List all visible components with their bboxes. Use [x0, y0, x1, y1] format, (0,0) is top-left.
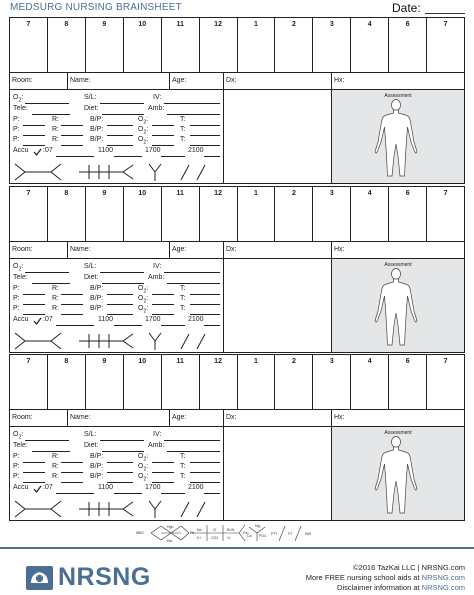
resp-field[interactable] — [61, 314, 83, 315]
o2sat-field[interactable] — [152, 482, 174, 483]
temp-field[interactable] — [190, 314, 220, 315]
bp-field[interactable] — [107, 145, 133, 146]
diet-field[interactable] — [102, 114, 144, 115]
amb-label: Amb: — [148, 442, 165, 449]
bp-field[interactable] — [107, 472, 133, 473]
resp-field[interactable] — [61, 462, 83, 463]
nurse-cap-icon — [26, 566, 53, 590]
mg-label: Mg — [255, 524, 260, 528]
copyright-text: ©2016 TazKai LLC | NRSNG.com — [353, 563, 465, 572]
temp-label: T: — [180, 136, 186, 143]
resp-field[interactable] — [61, 304, 83, 305]
accu-0700-field[interactable] — [56, 156, 94, 157]
diet-label: Diet: — [84, 442, 99, 449]
accu-0700-field[interactable] — [56, 493, 94, 494]
resp-label: R: — [52, 295, 59, 302]
iv-label: IV: — [153, 263, 162, 270]
resp-field[interactable] — [61, 472, 83, 473]
hour-slot[interactable]: 12 — [200, 355, 238, 409]
na-label: Na — [197, 528, 202, 532]
assessment-label: Assessment — [384, 93, 412, 99]
hx-field[interactable]: Hx: — [334, 246, 345, 253]
accu-label: Accu — [13, 484, 29, 491]
patient-info-row — [10, 410, 464, 427]
o2sat-label: $O_2$: — [138, 453, 149, 463]
bp-label: B/P: — [90, 463, 104, 470]
o2-label: $O_2$: — [13, 263, 24, 273]
resp-label: R: — [52, 473, 59, 480]
assessment-panel — [332, 427, 464, 520]
bp-label: B/P: — [90, 126, 104, 133]
bp-field[interactable] — [107, 294, 133, 295]
date-label: Date: — [392, 1, 421, 15]
temp-field[interactable] — [190, 472, 220, 473]
o2sat-field[interactable] — [152, 145, 174, 146]
accu-0700-label: :07 — [43, 147, 53, 154]
sl-label: S/L: — [84, 94, 97, 101]
amb-label: Amb: — [148, 105, 165, 112]
hx-field[interactable]: Hx: — [334, 77, 345, 84]
dx-field[interactable]: Dx: — [224, 410, 332, 426]
resp-label: R: — [52, 453, 59, 460]
temp-label: T: — [180, 473, 186, 480]
pulse-field[interactable] — [23, 304, 45, 305]
accu-1700-field[interactable] — [161, 493, 185, 494]
pulse-label: P: — [13, 305, 20, 312]
patient-info-row — [10, 242, 464, 259]
hourly-timeline — [10, 187, 464, 242]
accu-1700-label: 1700 — [145, 316, 161, 323]
name-field[interactable]: Name: — [68, 410, 170, 426]
amb-field[interactable] — [167, 114, 220, 115]
o2sat-label: $O_2$: — [138, 285, 149, 295]
bp-label: B/P: — [90, 285, 104, 292]
assessment-panel — [332, 90, 464, 183]
hour-slot[interactable]: 4 — [351, 18, 389, 72]
sl-field[interactable] — [100, 272, 144, 273]
bp-label: B/P: — [90, 305, 104, 312]
pulse-field[interactable] — [23, 145, 45, 146]
accu-1700-field[interactable] — [161, 325, 185, 326]
accu-1700-field[interactable] — [161, 156, 185, 157]
accu-2100-label: 2100 — [188, 484, 204, 491]
accu-1100-label: 1100 — [98, 484, 114, 491]
hour-slot[interactable]: 7 — [443, 358, 448, 365]
date-field[interactable] — [425, 13, 465, 14]
tele-label: Tele: — [13, 442, 28, 449]
temp-label: T: — [180, 305, 186, 312]
logo-wordmark: NRSNG — [58, 563, 151, 591]
vitals-section — [10, 259, 224, 352]
temp-label: T: — [180, 453, 186, 460]
resp-field[interactable] — [61, 294, 83, 295]
resp-field[interactable] — [61, 482, 83, 483]
sl-label: S/L: — [84, 431, 97, 438]
o2sat-field[interactable] — [152, 125, 174, 126]
name-field[interactable]: Name: — [68, 73, 170, 89]
room-field[interactable]: Room: — [10, 242, 68, 258]
accu-0700-label: :07 — [43, 484, 53, 491]
hour-slot[interactable]: 1 — [238, 18, 276, 72]
bp-field[interactable] — [107, 135, 133, 136]
o2sat-label: $O_2$: — [138, 136, 149, 146]
hour-slot[interactable]: 12 — [200, 187, 238, 241]
hour-slot[interactable]: 2 — [275, 355, 313, 409]
o2sat-label: $O_2$: — [138, 126, 149, 136]
age-field[interactable]: Age: — [170, 73, 224, 89]
assessment-label: Assessment — [384, 262, 412, 268]
pulse-label: P: — [13, 285, 20, 292]
accu-0700-label: :07 — [43, 316, 53, 323]
co2-label: CO2 — [211, 536, 219, 540]
cr-label: Cr — [227, 536, 231, 540]
accu-1700-label: 1700 — [145, 484, 161, 491]
pulse-label: P: — [13, 116, 20, 123]
accu-2100-label: 2100 — [188, 147, 204, 154]
pulse-label: P: — [13, 136, 20, 143]
checkmark-icon — [33, 485, 42, 493]
bp-label: B/P: — [90, 295, 104, 302]
bp-field[interactable] — [107, 314, 133, 315]
age-field[interactable]: Age: — [170, 242, 224, 258]
sheet-title: MEDSURG NURSING BRAINSHEET — [10, 2, 182, 13]
iv-label: IV: — [153, 94, 162, 101]
pulse-field[interactable] — [23, 294, 45, 295]
pulse-field[interactable] — [23, 125, 45, 126]
accu-2100-field[interactable] — [204, 156, 220, 157]
resp-field[interactable] — [61, 135, 83, 136]
o2sat-field[interactable] — [152, 314, 174, 315]
bp-label: B/P: — [90, 453, 104, 460]
hour-slot[interactable]: 2 — [275, 18, 313, 72]
accu-2100-field[interactable] — [204, 325, 220, 326]
iv-field[interactable] — [164, 103, 220, 104]
dx-field[interactable]: Dx: — [224, 242, 332, 258]
notes-area[interactable] — [224, 90, 332, 183]
nrsng-logo[interactable] — [26, 563, 151, 591]
resp-label: R: — [52, 136, 59, 143]
name-field[interactable]: Name: — [68, 242, 170, 258]
pulse-field[interactable] — [23, 472, 45, 473]
vitals-section — [10, 90, 224, 183]
vitals-section — [10, 427, 224, 520]
o2-label: $O_2$: — [13, 431, 24, 441]
temp-field[interactable] — [190, 482, 220, 483]
lab-values-reference-diagram — [135, 523, 325, 543]
notes-area[interactable] — [224, 259, 332, 352]
lab-fishbone-diagrams[interactable] — [13, 499, 223, 519]
temp-label: T: — [180, 463, 186, 470]
room-field[interactable]: Room: — [10, 73, 68, 89]
o2-label: $O_2$: — [13, 94, 24, 104]
hourly-timeline — [10, 18, 464, 73]
amb-field[interactable] — [167, 283, 220, 284]
diet-field[interactable] — [102, 451, 144, 452]
hour-slot[interactable]: 8 — [48, 18, 86, 72]
body-figure-icon[interactable] — [356, 98, 436, 180]
iv-label: IV: — [153, 431, 162, 438]
bp-field[interactable] — [107, 482, 133, 483]
temp-field[interactable] — [190, 304, 220, 305]
hour-slot[interactable]: 7 — [10, 355, 48, 409]
accu-1100-label: 1100 — [98, 147, 114, 154]
o2-field[interactable] — [25, 103, 69, 104]
notes-area[interactable] — [224, 427, 332, 520]
tele-label: Tele: — [13, 274, 28, 281]
accu-1700-label: 1700 — [145, 147, 161, 154]
temp-label: T: — [180, 126, 186, 133]
plt-label: Plt — [190, 531, 195, 535]
hour-slot[interactable]: 3 — [313, 355, 351, 409]
hour-slot[interactable]: 2 — [275, 187, 313, 241]
resp-field[interactable] — [61, 125, 83, 126]
temp-field[interactable] — [190, 294, 220, 295]
hour-slot[interactable]: 9 — [86, 187, 124, 241]
temp-label: T: — [180, 295, 186, 302]
pulse-field[interactable] — [23, 314, 45, 315]
tele-field[interactable] — [32, 451, 70, 452]
diet-label: Diet: — [84, 105, 99, 112]
hx-field[interactable]: Hx: — [334, 414, 345, 421]
hct-label: Hct — [167, 539, 173, 543]
bp-field[interactable] — [107, 125, 133, 126]
bp-label: B/P: — [90, 116, 104, 123]
bp-field[interactable] — [107, 304, 133, 305]
patient-block — [9, 354, 465, 521]
pulse-label: P: — [13, 473, 20, 480]
hour-slot[interactable]: 7 — [10, 187, 48, 241]
o2-field[interactable] — [25, 272, 69, 273]
diet-field[interactable] — [102, 283, 144, 284]
resp-label: R: — [52, 285, 59, 292]
hour-slot[interactable]: 10 — [124, 187, 162, 241]
o2sat-label: $O_2$: — [138, 295, 149, 305]
patient-info-row — [10, 73, 464, 90]
pt-label: PT — [288, 532, 293, 536]
body-figure-icon[interactable] — [356, 267, 436, 349]
o2-field[interactable] — [25, 440, 69, 441]
hour-slot[interactable]: 9 — [86, 355, 124, 409]
disclaimer-text: Disclaimer information at NRSNG.com — [337, 583, 465, 592]
bp-label: B/P: — [90, 473, 104, 480]
o2sat-label: $O_2$: — [138, 116, 149, 126]
hourly-timeline — [10, 355, 464, 410]
iv-field[interactable] — [164, 272, 220, 273]
temp-field[interactable] — [190, 125, 220, 126]
hour-slot[interactable]: 6 — [389, 187, 427, 241]
o2sat-label: $O_2$: — [138, 473, 149, 483]
hour-slot[interactable]: 4 — [351, 187, 389, 241]
hour-slot[interactable]: 10 — [124, 355, 162, 409]
temp-field[interactable] — [190, 145, 220, 146]
hour-slot[interactable]: 6 — [389, 355, 427, 409]
amb-label: Amb: — [148, 274, 165, 281]
temp-field[interactable] — [190, 462, 220, 463]
wbc-label: WBC — [136, 531, 145, 535]
pulse-label: P: — [13, 453, 20, 460]
hour-slot[interactable]: 8 — [48, 187, 86, 241]
hour-slot[interactable]: 11 — [162, 187, 200, 241]
hour-slot[interactable]: 4 — [351, 355, 389, 409]
resp-label: R: — [52, 463, 59, 470]
accu-0700-field[interactable] — [56, 325, 94, 326]
pulse-field[interactable] — [23, 135, 45, 136]
resp-label: R: — [52, 126, 59, 133]
accu-1100-field[interactable] — [114, 325, 142, 326]
hour-slot[interactable]: 7 — [443, 190, 448, 197]
diet-label: Diet: — [84, 274, 99, 281]
hour-slot[interactable]: 7 — [10, 18, 48, 72]
sl-field[interactable] — [100, 103, 144, 104]
disclaimer-link[interactable]: NRSNG.com — [421, 583, 465, 592]
hour-slot[interactable]: 10 — [124, 18, 162, 72]
checkmark-icon — [33, 317, 42, 325]
assessment-panel — [332, 259, 464, 352]
resp-label: R: — [52, 305, 59, 312]
accu-1100-field[interactable] — [114, 493, 142, 494]
pulse-label: P: — [13, 126, 20, 133]
accu-2100-field[interactable] — [204, 493, 220, 494]
k-label: K+ — [197, 536, 202, 540]
hour-slot[interactable]: 11 — [162, 18, 200, 72]
o2sat-field[interactable] — [152, 135, 174, 136]
inr-label: INR — [305, 532, 312, 536]
promo-text: More FREE nursing school aids at NRSNG.com — [305, 573, 465, 582]
accu-1100-field[interactable] — [114, 156, 142, 157]
hour-slot[interactable]: 8 — [48, 355, 86, 409]
hour-slot[interactable]: 12 — [200, 18, 238, 72]
po4-label: PO4 — [259, 534, 267, 538]
sl-label: S/L: — [84, 263, 97, 270]
iv-field[interactable] — [164, 440, 220, 441]
temp-field[interactable] — [190, 135, 220, 136]
o2sat-label: $O_2$: — [138, 305, 149, 315]
dx-field[interactable]: Dx: — [224, 73, 332, 89]
pulse-label: P: — [13, 295, 20, 302]
pulse-field[interactable] — [23, 482, 45, 483]
resp-field[interactable] — [61, 145, 83, 146]
lab-fishbone-diagrams[interactable] — [13, 162, 223, 182]
accu-2100-label: 2100 — [188, 316, 204, 323]
hour-slot[interactable]: 11 — [162, 355, 200, 409]
hour-slot[interactable]: 1 — [238, 187, 276, 241]
hgb-label: Hgb — [167, 525, 174, 529]
glu-label: Glu — [243, 531, 249, 535]
tele-field[interactable] — [32, 114, 70, 115]
footer-divider — [0, 547, 474, 549]
tele-field[interactable] — [32, 283, 70, 284]
o2sat-label: $O_2$: — [138, 463, 149, 473]
bp-field[interactable] — [107, 462, 133, 463]
resp-label: R: — [52, 116, 59, 123]
accu-label: Accu — [13, 316, 29, 323]
checkmark-icon — [33, 148, 42, 156]
temp-label: T: — [180, 285, 186, 292]
accu-label: Accu — [13, 147, 29, 154]
amb-field[interactable] — [167, 451, 220, 452]
pulse-field[interactable] — [23, 462, 45, 463]
assessment-label: Assessment — [384, 430, 412, 436]
o2sat-field[interactable] — [152, 462, 174, 463]
patient-block — [9, 186, 465, 353]
ptt-label: PTT — [271, 532, 278, 536]
hour-slot[interactable]: 1 — [238, 355, 276, 409]
body-figure-icon[interactable] — [356, 435, 436, 517]
accu-1100-label: 1100 — [98, 316, 114, 323]
patient-block — [9, 17, 465, 184]
sl-field[interactable] — [100, 440, 144, 441]
hour-slot[interactable]: 3 — [313, 187, 351, 241]
tele-label: Tele: — [13, 105, 28, 112]
hour-slot[interactable]: 9 — [86, 18, 124, 72]
bun-label: BUN — [227, 528, 235, 532]
bp-label: B/P: — [90, 136, 104, 143]
promo-link[interactable]: NRSNG.com — [421, 573, 465, 582]
temp-label: T: — [180, 116, 186, 123]
room-field[interactable]: Room: — [10, 410, 68, 426]
ca-label: Ca — [247, 534, 252, 538]
lab-fishbone-diagrams[interactable] — [13, 331, 223, 351]
pulse-label: P: — [13, 463, 20, 470]
o2sat-field[interactable] — [152, 472, 174, 473]
age-field[interactable]: Age: — [170, 410, 224, 426]
hour-slot[interactable]: 6 — [389, 18, 427, 72]
hour-slot[interactable]: 7 — [443, 21, 448, 28]
o2sat-field[interactable] — [152, 304, 174, 305]
hour-slot[interactable]: 3 — [313, 18, 351, 72]
o2sat-field[interactable] — [152, 294, 174, 295]
cl-label: Cl — [213, 528, 217, 532]
